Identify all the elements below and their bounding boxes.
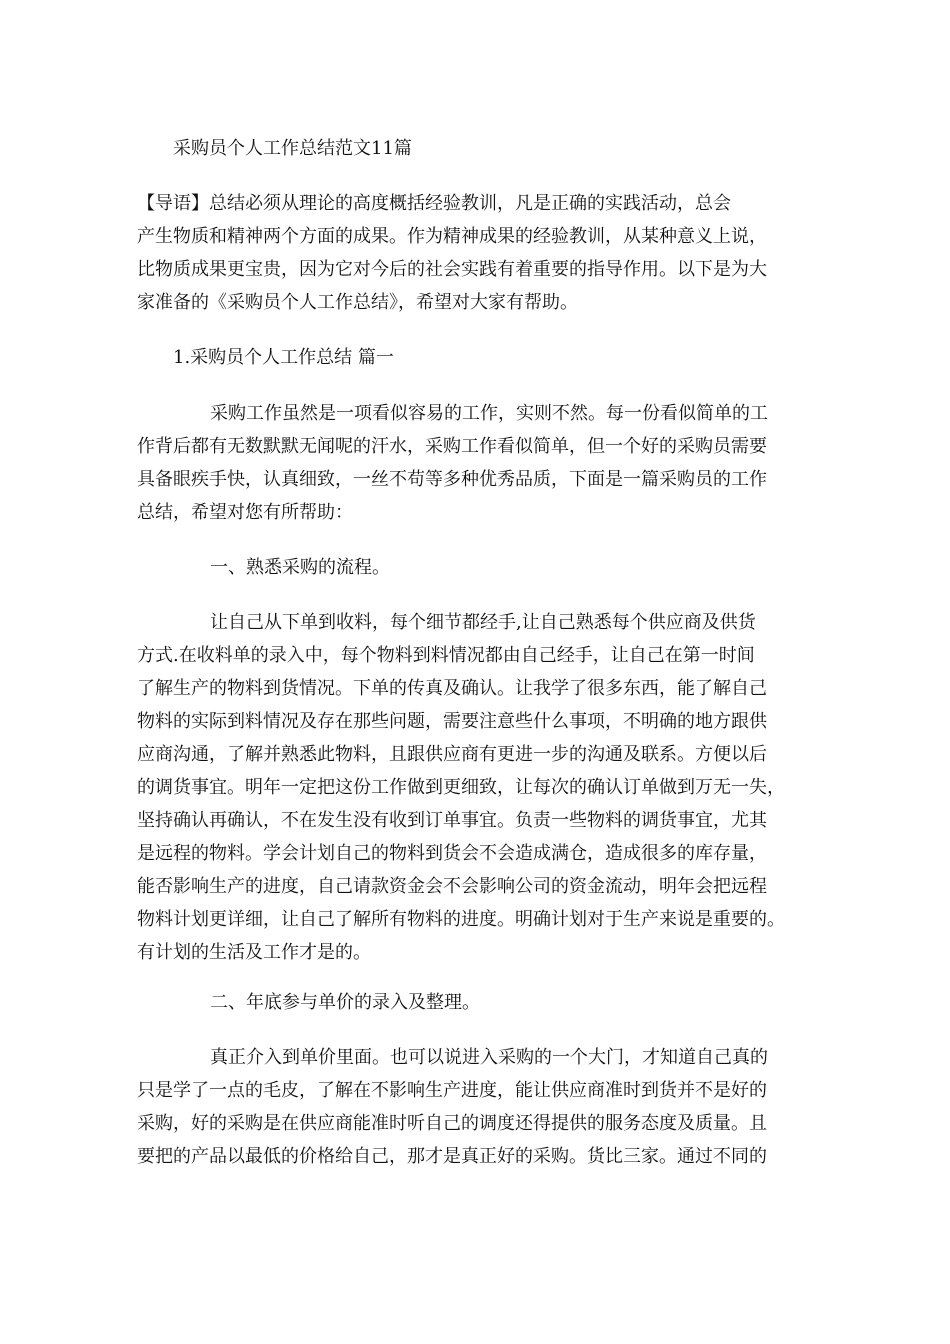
paragraph-line: 的调货事宜。明年一定把这份工作做到更细致，让每次的确认订单做到万无一失， bbox=[137, 777, 785, 798]
point-heading: 二、年底参与单价的录入及整理。 bbox=[210, 992, 480, 1013]
paragraph-line: 让自己从下单到收料，每个细节都经手,让自己熟悉每个供应商及供货 bbox=[210, 612, 756, 633]
paragraph-line: 是远程的物料。学会计划自己的物料到货会不会造成满仓，造成很多的库存量， bbox=[137, 843, 767, 864]
paragraph-line: 坚持确认再确认，不在发生没有收到订单事宜。负责一些物料的调货事宜，尤其 bbox=[137, 810, 767, 831]
paragraph-line: 采购工作虽然是一项看似容易的工作，实则不然。每一份看似简单的工 bbox=[210, 403, 768, 424]
paragraph-line: 能否影响生产的进度，自己请款资金会不会影响公司的资金流动，明年会把远程 bbox=[137, 876, 767, 897]
paragraph-line: 作背后都有无数默默无闻呢的汗水，采购工作看似简单，但一个好的采购员需要 bbox=[137, 436, 767, 457]
paragraph-line: 总结，希望对您有所帮助： bbox=[137, 502, 353, 523]
paragraph-line: 具备眼疾手快，认真细致，一丝不苟等多种优秀品质，下面是一篇采购员的工作 bbox=[137, 469, 767, 490]
paragraph-line: 采购，好的采购是在供应商能准时听自己的调度还得提供的服务态度及质量。且 bbox=[137, 1113, 767, 1134]
intro-line: 家准备的《采购员个人工作总结》，希望对大家有帮助。 bbox=[137, 292, 578, 313]
paragraph-line: 真正介入到单价里面。也可以说进入采购的一个大门，才知道自己真的 bbox=[210, 1047, 768, 1068]
paragraph-line: 了解生产的物料到货情况。下单的传真及确认。让我学了很多东西，能了解自己 bbox=[137, 678, 767, 699]
paragraph-line: 有计划的生活及工作才是的。 bbox=[137, 942, 371, 963]
intro-line: 【导语】总结必须从理论的高度概括经验教训，凡是正确的实践活动，总会 bbox=[137, 193, 731, 214]
intro-line: 比物质成果更宝贵，因为它对今后的社会实践有着重要的指导作用。以下是为大 bbox=[137, 259, 767, 280]
section-heading: 1.采购员个人工作总结 篇一 bbox=[173, 347, 394, 368]
body-paragraph bbox=[137, 397, 827, 529]
intro-line: 产生物质和精神两个方面的成果。作为精神成果的经验教训，从某种意义上说， bbox=[137, 226, 767, 247]
body-paragraph bbox=[137, 1041, 827, 1173]
body-paragraph bbox=[137, 606, 827, 969]
intro-paragraph bbox=[137, 187, 827, 319]
paragraph-line: 物料的实际到料情况及存在那些问题，需要注意些什么事项，不明确的地方跟供 bbox=[137, 711, 767, 732]
document-title: 采购员个人工作总结范文11篇 bbox=[173, 138, 412, 159]
paragraph-line: 方式.在收料单的录入中，每个物料到料情况都由自己经手，让自己在第一时间 bbox=[137, 645, 755, 666]
paragraph-line: 物料计划更详细，让自己了解所有物料的进度。明确计划对于生产来说是重要的。 bbox=[137, 909, 785, 930]
paragraph-line: 只是学了一点的毛皮，了解在不影响生产进度，能让供应商准时到货并不是好的 bbox=[137, 1080, 767, 1101]
point-heading: 一、熟悉采购的流程。 bbox=[210, 557, 390, 578]
paragraph-line: 应商沟通，了解并熟悉此物料，且跟供应商有更进一步的沟通及联系。方便以后 bbox=[137, 744, 767, 765]
paragraph-line: 要把的产品以最低的价格给自己，那才是真正好的采购。货比三家。通过不同的 bbox=[137, 1146, 767, 1167]
